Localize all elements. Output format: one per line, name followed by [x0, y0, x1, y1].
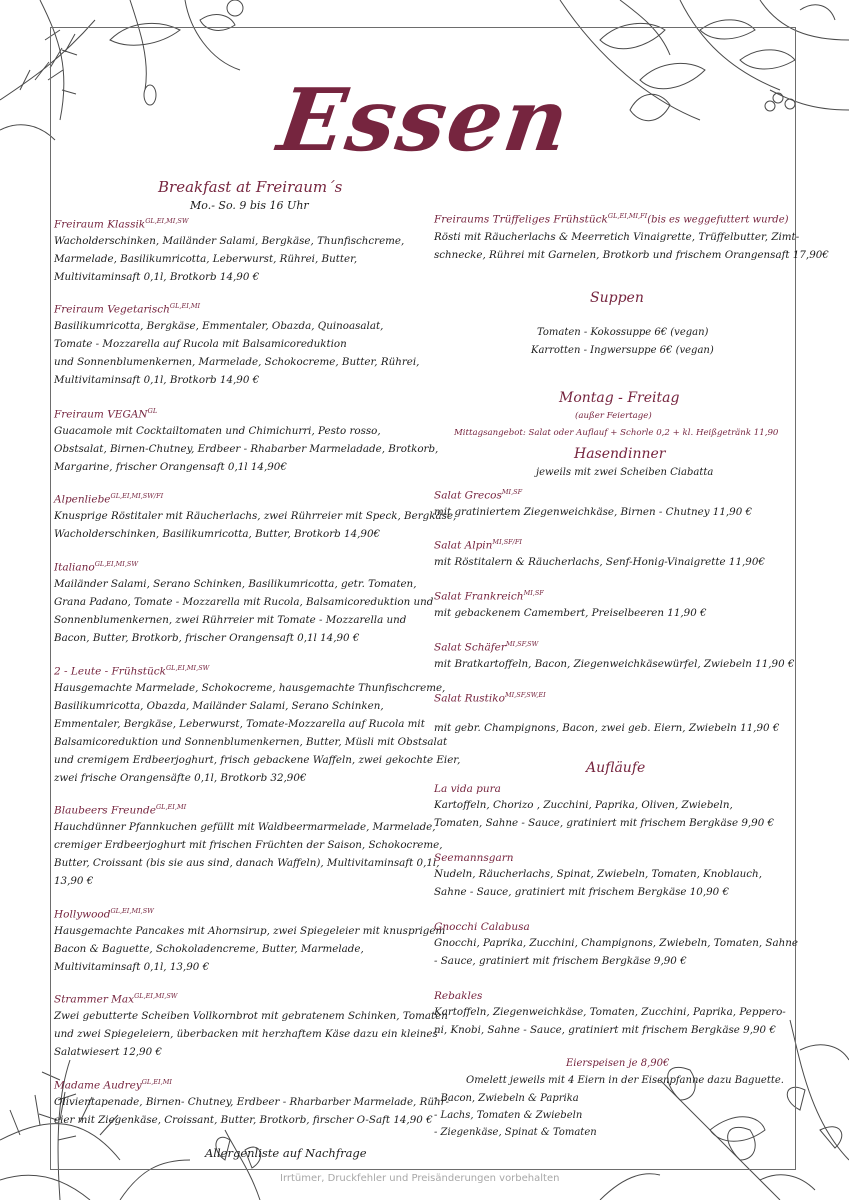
omelette-option: - Lachs, Tomaten & Zwiebeln	[434, 1110, 583, 1121]
hasendinner-sub: jeweils mit zwei Scheiben Ciabatta	[536, 467, 714, 478]
menu-item-description: mit Röstitalern & Räucherlachs, Senf-Honig-Vinaigrette 11,90€	[434, 555, 765, 568]
menu-item-description: Hausgemachte Pancakes mit Ahornsirup, zwei Spiegeleier mit knusprigem Bacon & Baguette, Schokoladencreme, Butter, Marmelade, Multivitaminsaft 0,1l, 13,90 €	[54, 924, 446, 973]
menu-item-title: La vida pura	[434, 783, 501, 795]
menu-item-description: mit gratiniertem Ziegenweichkäse, Birnen - Chutney 11,90 €	[434, 505, 753, 518]
menu-item	[54, 904, 445, 976]
menu-item-description: Basilikumricotta, Bergkäse, Emmentaler, Obazda, Quinoasalat, Tomate - Mozzarella auf Rucola mit Balsamicoreduktion und Sonnenblumenkernen, Marmelade, Schokocreme, Butter, Rührei, Multivitaminsaft 0,1l, Brotkorb 14,90 €	[54, 319, 420, 386]
weekday-note: (außer Feiertage)	[575, 411, 652, 421]
breakfast-heading: Breakfast at Freiraum´s	[158, 178, 343, 196]
menu-item-title: Freiraums Trüffeliges Frühstück$^{GL,EI,MI,FI}$(bis es weggefuttert wurde)	[434, 212, 789, 226]
menu-item-title: Hollywood$^{GL,EI,MI,SW}$	[54, 907, 154, 921]
eierspeisen-sub: Omelett jeweils mit 4 Eiern in der Eisenpfanne dazu Baguette.	[466, 1075, 784, 1086]
menu-item-title: Salat Alpin$^{MI,SF/FI}$	[434, 538, 522, 552]
menu-item-title: Rebakles	[434, 990, 483, 1002]
casserole-item	[434, 782, 774, 832]
salad-item	[434, 586, 707, 622]
soup-item: Tomaten - Kokossuppe 6€ (vegan)	[537, 327, 709, 338]
menu-item-title: Madame Audrey$^{GL,EI,MI}$	[54, 1078, 172, 1092]
salad-item	[434, 637, 794, 673]
menu-item-title: Salat Grecos$^{MI,SF}$	[434, 488, 523, 502]
section-heading-weekday: Montag - Freitag	[559, 390, 680, 406]
footer-disclaimer: Irrtümer, Druckfehler und Preisänderungen vorbehalten	[280, 1173, 560, 1184]
menu-item-title: Freiraum $VEGAN^{GL}$	[54, 407, 158, 421]
menu-item-title: Freiraum Klassik$^{GL,EI,MI,SW}$	[54, 217, 189, 231]
omelette-option: - Ziegenkäse, Spinat & Tomaten	[434, 1127, 597, 1138]
menu-item-description: Guacamole mit Cocktailtomaten und Chimichurri, Pesto rosso, Obstsalat, Birnen-Chutney, Erdbeer - Rhabarber Marmeladade, Brotkorb, Margarine, frischer Orangensaft 0,1l 14,90€	[54, 424, 439, 473]
menu-item-description: Hausgemachte Marmelade, Schokocreme, hausgemachte Thunfischcreme, Basilikumricotta, Obazda, Mailänder Salami, Serano Schinken, Emmentaler, Bergkäse, Leberwurst, Tomate-Mozzarella auf Rucola mit Balsamicoreduktion und Sonnenblumenkernen, Butter, Müsli mit Obstsalat und cremigem Erdbeerjoghurt, frisch gebackene Waffeln, zwei gekochte Eier, zwei frische Orangensäfte 0,1l, Brotkorb 32,90€	[54, 681, 461, 784]
menu-item-description: mit Bratkartoffeln, Bacon, Ziegenweichkäsewürfel, Zwiebeln 11,90 €	[434, 657, 795, 670]
menu-item-title: Alpenliebe$^{GL,EI,MI,SW/FI}$	[54, 492, 164, 506]
menu-item-title: Strammer Max$^{GL,EI,MI,SW}$	[54, 992, 178, 1006]
menu-item-title: Seemannsgarn	[434, 852, 514, 864]
menu-item-description: Zwei gebutterte Scheiben Vollkornbrot mit gebratenem Schinken, Tomaten und zwei Spiegeleiern, überbacken mit herzhaftem Käse dazu ein kleines Salatwiesert 12,90 €	[54, 1009, 448, 1058]
menu-item-title: 2 - Leute - Frühstück$^{GL,EI,MI,SW}$	[54, 664, 210, 678]
menu-item-title: Blaubeers Freunde$^{GL,EI,MI}$	[54, 803, 187, 817]
menu-item-description: Wacholderschinken, Mailänder Salami, Bergkäse, Thunfischcreme, Marmelade, Basilikumricotta, Leberwurst, Rührei, Butter, Multivitaminsaft 0,1l, Brotkorb 14,90 €	[54, 234, 405, 283]
section-heading-hasendinner: Hasendinner	[574, 446, 666, 462]
section-heading-suppen: Suppen	[590, 290, 644, 306]
menu-item-title: Salat Frankreich$^{MI,SF}$	[434, 589, 544, 603]
casserole-item	[434, 851, 762, 901]
allergen-note: Allergenliste auf Nachfrage	[205, 1146, 367, 1160]
menu-item-description: mit gebackenem Camembert, Preiselbeeren 11,90 €	[434, 606, 707, 619]
page-title: Essen	[272, 70, 577, 171]
menu-item-description: Gnocchi, Paprika, Zucchini, Champignons, Zwiebeln, Tomaten, Sahne - Sauce, gratiniert mit frischem Bergkäse 9,90 €	[434, 937, 798, 967]
section-heading-auflaeufe: Aufläufe	[586, 760, 646, 776]
menu-item-description: Olivientapenade, Birnen- Chutney, Erdbeer - Rharbarber Marmelade, Rühr- eier mit Ziegenkäse, Croissant, Butter, Brotkorb, firscher O-Saft 14,90 €	[54, 1095, 449, 1126]
menu-item-description: Mailänder Salami, Serano Schinken, Basilikumricotta, getr. Tomaten, Grana Padano, Tomate - Mozzarella mit Rucola, Balsamicoreduktion und Sonnenblumenkernen, zwei Rührreier mit Tomate - Mozzarella und Bacon, Butter, Brotkorb, frischer Orangensaft 0,1l 14,90 €	[54, 577, 434, 644]
menu-item-description: Knusprige Röstitaler mit Räucherlachs, zwei Rührreier mit Speck, Bergkäse, Wacholderschinken, Basilikumricotta, Butter, Brotkorb 14,90€	[54, 509, 457, 540]
menu-item-description: mit gebr. Champignons, Bacon, zwei geb. Eiern, Zwiebeln 11,90 €	[434, 721, 780, 734]
menu-item	[54, 214, 404, 286]
menu-item-title: Gnocchi Calabusa	[434, 921, 530, 933]
menu-item	[54, 489, 456, 543]
menu-item	[54, 299, 419, 389]
menu-item-title: Salat Rustiko$^{MI,SF,SW,EI}$	[434, 691, 546, 705]
casserole-item	[434, 989, 786, 1039]
menu-item-description: Hauchdünner Pfannkuchen gefüllt mit Waldbeermarmelade, Marmelade, cremiger Erdbeerjoghurt mit frischen Früchten der Saison, Schokocreme, Butter, Croissant (bis sie aus sind, danach Waffeln), Multivitaminsaft 0,1l, 13,90 €	[54, 820, 443, 887]
salad-item	[434, 485, 752, 521]
lunch-offer: Mittagsangebot: Salat oder Auflauf + Schorle 0,2 + kl. Heißgetränk 11,90	[454, 428, 779, 438]
menu-item	[54, 661, 460, 787]
eierspeisen-heading: Eierspeisen je 8,90€	[566, 1058, 670, 1069]
menu-item-title: Salat Schäfer$^{MI,SF,SW}$	[434, 640, 539, 654]
omelette-option: - Bacon, Zwiebeln & Paprika	[434, 1093, 579, 1104]
menu-item-truffle	[434, 209, 829, 264]
casserole-item	[434, 920, 798, 970]
menu-item	[54, 404, 438, 476]
menu-item-description: Nudeln, Räucherlachs, Spinat, Zwiebeln, Tomaten, Knoblauch, Sahne - Sauce, gratiniert mit frischem Bergkäse 10,90 €	[434, 868, 762, 898]
menu-item-title: Italiano$^{GL,EI,MI,SW}$	[54, 560, 139, 574]
menu-item-description: Kartoffeln, Ziegenweichkäse, Tomaten, Zucchini, Paprika, Peppero- ni, Knobi, Sahne - Sauce, gratiniert mit frischem Bergkäse 9,90 €	[434, 1006, 786, 1036]
breakfast-hours: Mo.- So. 9 bis 16 Uhr	[190, 199, 309, 212]
menu-item	[54, 800, 442, 890]
soup-item: Karrotten - Ingwersuppe 6€ (vegan)	[531, 345, 714, 356]
menu-item	[54, 557, 433, 647]
menu-item	[54, 1075, 449, 1129]
salad-item	[434, 688, 779, 737]
menu-item	[54, 989, 448, 1061]
menu-item-title: Freiraum Vegetarisch$^{GL,EI,MI}$	[54, 302, 201, 316]
salad-item	[434, 535, 765, 571]
menu-item-description: Kartoffeln, Chorizo , Zucchini, Paprika, Oliven, Zwiebeln, Tomaten, Sahne - Sauce, gratiniert mit frischem Bergkäse 9,90 €	[434, 799, 775, 829]
menu-item-description: Rösti mit Räucherlachs & Meerretich Vinaigrette, Trüffelbutter, Zimt- schnecke, Rührei mit Garnelen, Brotkorb und frischem Orangensaft 17,90€	[434, 230, 829, 261]
